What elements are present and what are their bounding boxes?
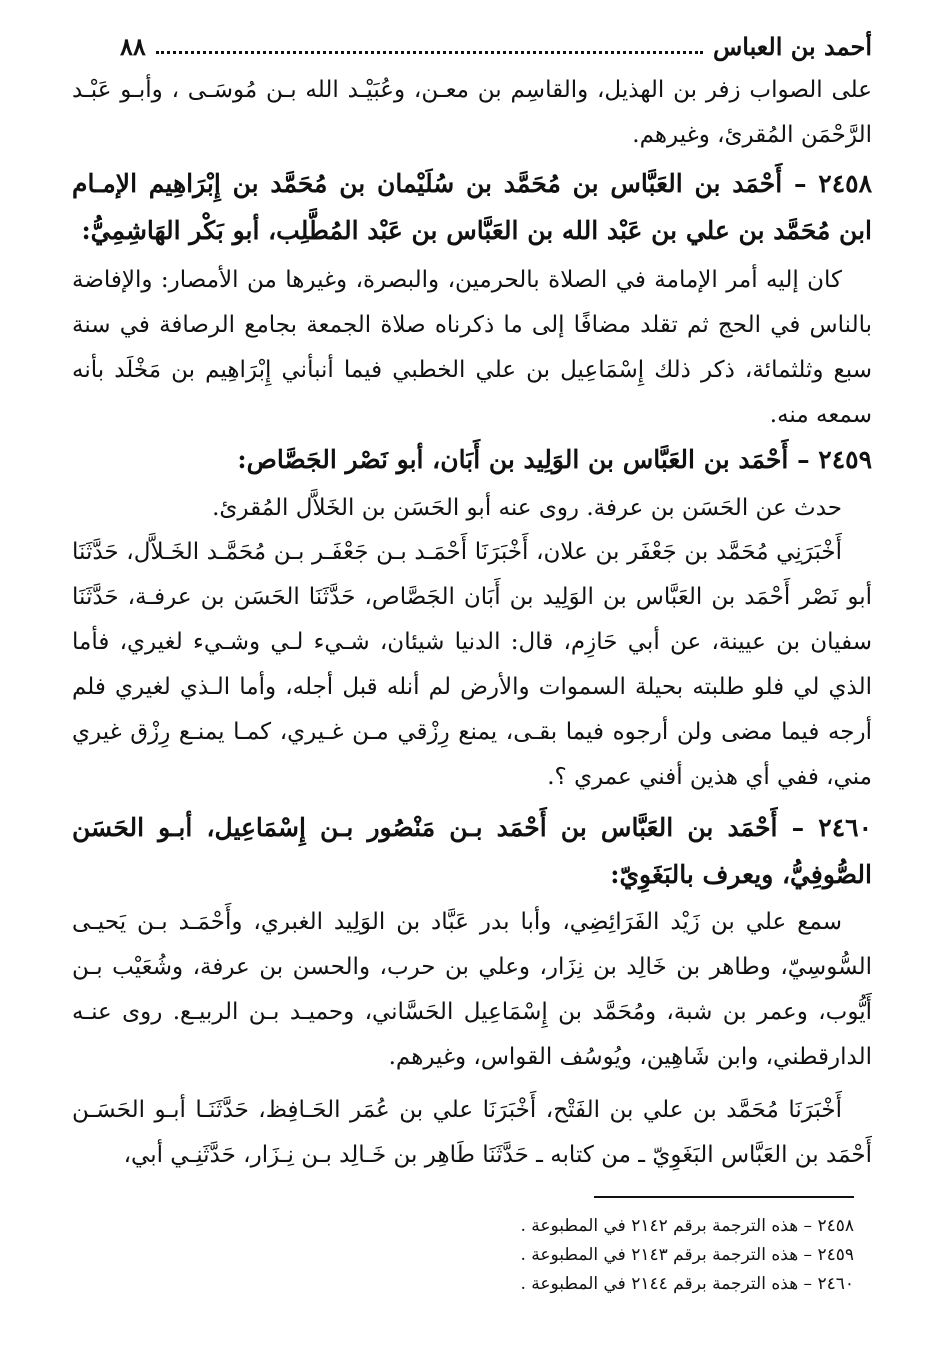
- entry-heading-2460: ٢٤٦٠ – أَحْمَد بن العَبَّاس بن أَحْمَد بـن مَنْصُور بـن إِسْمَاعِيل، أبـو الحَسَن الصُّوفِيُّ، ويعرف بالبَغَوِيّ:: [72, 813, 872, 889]
- entry-isnad-2460: أَخْبَرَنَا مُحَمَّد بن علي بن الفَتْح، أَخْبَرَنَا علي بن عُمَر الحَـافِظ، حَدَّثَنَـا أبـو الحَسَـن أَحْمَد بن العَبَّاس البَغَوِيّ ـ من كتابه ـ حَدَّثَنَا طَاهِر بن خَـالِد بـن نِـزَار، حَدَّثَنِـي أبي،: [72, 1097, 872, 1168]
- footnote-2459: ٢٤٥٩ – هذه الترجمة برقم ٢١٤٣ في المطبوعة .: [520, 1245, 854, 1265]
- footnote-separator: [594, 1196, 854, 1198]
- entry-text-2458: كان إليه أمر الإمامة في الصلاة بالحرمين، والبصرة، وغيرها من الأمصار: والإفاضة بالناس في الحج ثم تقلد مضافًا إلى ما ذكرناه صلاة الجمعة بجامع الرصافة في سنة سبع وثلثمائة، ذكر ذلك إِسْمَاعِيل بن علي الخطبي فيما أنبأني إِبْرَاهِيم بن مَخْلَد بأنه سمعه منه.: [72, 267, 872, 428]
- header-leader-dots: [156, 51, 703, 54]
- footnote-2460: ٢٤٦٠ – هذه الترجمة برقم ٢١٤٤ في المطبوعة .: [520, 1274, 854, 1294]
- footnotes: [354, 1212, 854, 1299]
- header-title: أحمد بن العباس: [712, 31, 872, 61]
- entry-isnad-2459: أَخْبَرَنِي مُحَمَّد بن جَعْفَر بن علان، أَخْبَرَنَا أَحْمَـد بـن جَعْفَـر بـن مُحَمَّـد الخَـلاَّل، حَدَّثَنَا أبو نَصْر أَحْمَد بن العَبَّاس بن الوَلِيد بن أَبَان الجَصَّاص، حَدَّثَنَا الحَسَن بن عرفـة، حَدَّثَنَا سفيان بن عيينة، عن أبي حَازِم، قال: الدنيا شيئان، شـيء لـي وشـيء لغيري، فأما الذي لي فلو طلبته بحيلة السموات والأرض لم أنله قبل أجله، وأما الـذي لغيري فلم أرجه فيما مضى ولن أرجوه فيما بقـى، يمنع رِزْقي مـن غـيري، كمـا يمنـع رِزْق غيري مني، ففي أي هذين أفني عمري ؟.: [72, 539, 872, 790]
- entry-heading-2458: ٢٤٥٨ – أَحْمَد بن العَبَّاس بن مُحَمَّد بن سُلَيْمان بن مُحَمَّد بن إِبْرَاهِيم الإمـام ابن مُحَمَّد بن علي بن عَبْد الله بن العَبَّاس بن عَبْد المُطَّلِب، أبو بَكْر الهَاشِمِيُّ:: [72, 169, 872, 245]
- footnote-2458: ٢٤٥٨ – هذه الترجمة برقم ٢١٤٢ في المطبوعة .: [520, 1216, 854, 1236]
- entry-text-2460: سمع علي بن زَيْد الفَرَائِضِي، وأبا بدر عَبَّاد بن الوَلِيد الغبري، وأَحْمَـد بـن يَحيـى السُّوسِيّ، وطاهر بن خَالِد بن نِزَار، وعلي بن حرب، والحسن بن عرفة، وشُعَيْب بـن أَيُّوب، وعمر بن شبة، ومُحَمَّد بن إِسْمَاعِيل الحَسَّاني، وحميـد بـن الربيـع. روى عنـه الدارقطني، وابن شَاهِين، ويُوسُف القواس، وغيرهم.: [72, 909, 872, 1070]
- page-number: ٨٨: [120, 31, 146, 61]
- entry-text-2459: حدث عن الحَسَن بن عرفة. روى عنه أبو الحَسَن بن الخَلاَّل المُقرئ.: [212, 495, 842, 521]
- entry-heading-2459: ٢٤٥٩ – أَحْمَد بن العَبَّاس بن الوَلِيد بن أَبَان، أبو نَصْر الجَصَّاص:: [237, 445, 872, 474]
- continuation-paragraph: على الصواب زفر بن الهذيل، والقاسِم بن معـن، وعُبَيْـد الله بـن مُوسَـى ، وأبـو عَبْـد الرَّحْمَن المُقرئ، وغيرهم.: [72, 77, 872, 148]
- running-header: [120, 28, 872, 64]
